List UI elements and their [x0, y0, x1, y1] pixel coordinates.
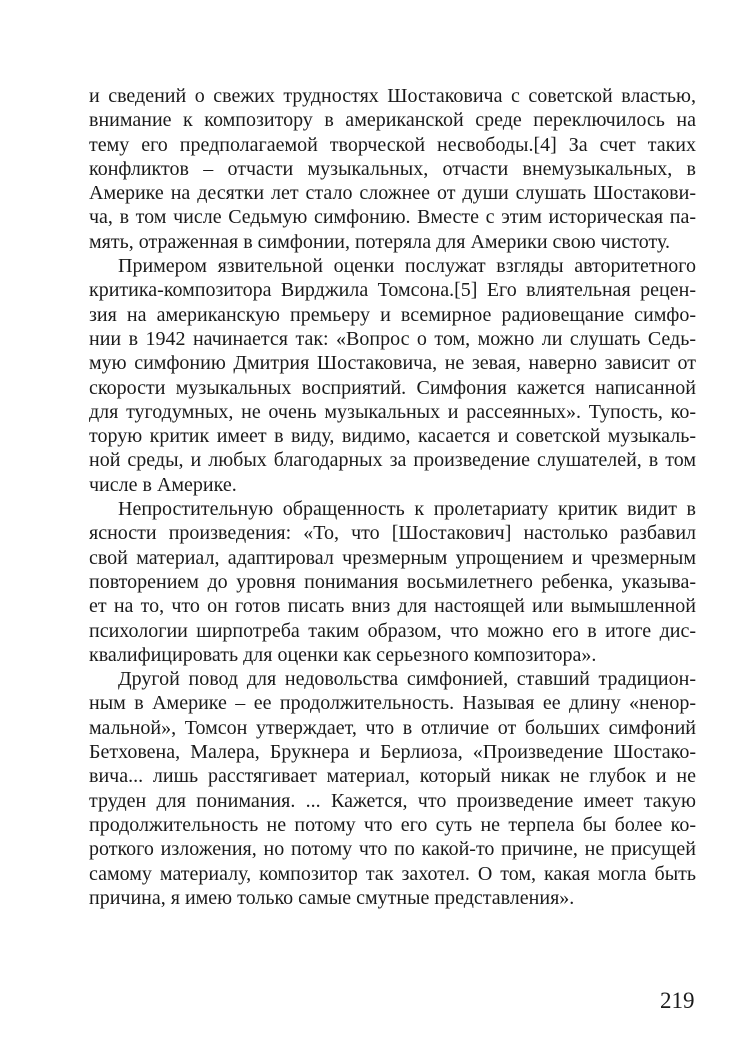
text-line: нии в 1942 начинается так: «Вопрос о том, можно ли слушать Седь- — [89, 327, 696, 350]
text-line: торую критик имеет в виду, видимо, касается и советской музыкаль- — [89, 425, 696, 448]
text-line: конфликтов – отчасти музыкальных, отчасти внемузыкальных, в — [89, 157, 696, 180]
text-line: зия на американскую премьеру и всемирное радиовещание симфо- — [89, 303, 696, 326]
text-line: и сведений о свежих трудностях Шостаковича с советской властью, — [89, 85, 696, 107]
text-line: ной среды, и любых благодарных за произведение слушателей, в том — [89, 449, 696, 472]
text-line: психологии ширпотреба таким образом, что можно его в итоге дис- — [89, 619, 696, 642]
page-body — [89, 84, 696, 910]
text-line: мять, отраженная в симфонии, потеряла для Америки свою чистоту. — [89, 230, 670, 253]
text-line: Америке на десятки лет стало сложнее от души слушать Шостакови- — [89, 182, 696, 205]
paragraph-1 — [89, 84, 696, 254]
text-line: продолжительность не потому что его суть не терпела бы более ко- — [89, 813, 696, 836]
text-line: труден для понимания. ... Кажется, что произведение имеет такую — [89, 789, 696, 812]
paragraph-2 — [89, 254, 696, 497]
text-line: Примером язвительной оценки послужат взгляды авторитетного — [118, 255, 696, 278]
text-line: Бетховена, Малера, Брукнера и Берлиоза, «Произведение Шостако- — [89, 741, 696, 764]
text-line: ясности произведения: «То, что [Шостакович] настолько разбавил — [89, 522, 696, 545]
text-line: скорости музыкальных восприятий. Симфония кажется написанной — [89, 376, 696, 399]
text-line: ча, в том числе Седьмую симфонию. Вместе с этим историческая па- — [89, 206, 696, 229]
text-line: Непростительную обращенность к пролетариату критик видит в — [118, 498, 696, 521]
text-line: ет на то, что он готов писать вниз для настоящей или вымышленной — [89, 595, 696, 618]
text-line: ным в Америке – ее продолжительность. Называя ее длину «ненор- — [89, 692, 696, 715]
text-line: критика-композитора Вирджила Томсона.[5] Его влиятельная рецен- — [89, 279, 696, 302]
text-line: повторением до уровня понимания восьмилетнего ребенка, указыва- — [89, 570, 696, 593]
text-line: самому материалу, композитор так захотел. О том, какая могла быть — [89, 862, 696, 885]
text-line: внимание к композитору в американской среде переключилось на — [89, 109, 696, 132]
text-line: тему его предполагаемой творческой несвободы.[4] За счет таких — [89, 133, 696, 156]
text-line: мую симфонию Дмитрия Шостаковича, не зевая, наверно зависит от — [89, 352, 696, 375]
paragraph-4 — [89, 667, 696, 910]
text-line: числе в Америке. — [89, 473, 237, 496]
text-line: свой материал, адаптировал чрезмерным упрощением и чрезмерным — [89, 546, 696, 569]
paragraph-3 — [89, 497, 696, 667]
text-line: квалифицировать для оценки как серьезного композитора». — [89, 643, 597, 666]
text-line: мальной», Томсон утверждает, что в отличие от больших симфоний — [89, 716, 696, 739]
text-line: вича... лишь расстягивает материал, который никак не глубок и не — [89, 765, 696, 788]
text-line: Другой повод для недовольства симфонией, ставший традицион- — [118, 668, 696, 691]
text-line: для тугодумных, не очень музыкальных и рассеянных». Тупость, ко- — [89, 400, 696, 423]
page-number: 219 — [660, 988, 695, 1013]
text-line: роткого изложения, но потому что по какой-то причине, не присущей — [89, 838, 696, 861]
text-line: причина, я имею только самые смутные представления». — [89, 886, 575, 909]
